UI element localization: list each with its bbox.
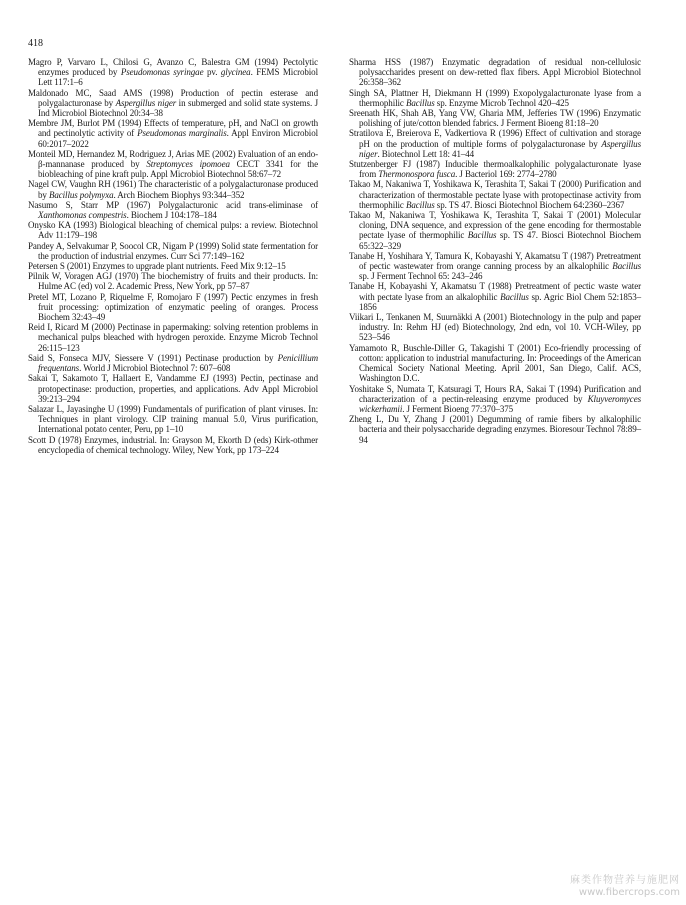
reference-text: Pretel MT, Lozano P, Riquelme F, Romojaro F (1997) Pectic enzymes in fresh fruit processing: optimization of enzymatic peeling of oranges. Process Biochem 32:43–49 [28,291,318,323]
reference-text: . J Bacteriol 169: 2774–2780 [455,169,557,180]
reference-species-name: Bacillus [500,291,529,302]
references-left-column [28,57,318,455]
reference-text: Magro P, Varvaro L, Chilosi G, Avanzo C, Balestra GM (1994) Pectolytic enzymes produced by [28,57,318,78]
reference-text: sp. Agric Biol Chem 52:1853–1856 [359,291,641,312]
reference-entry [349,88,641,108]
reference-entry [28,435,318,455]
reference-text: Yoshitake S, Numata T, Katsuragi T, Hours RA, Sakai T (1994) Purification and characterization of a pectin-releasing enzyme produced by [349,383,641,404]
reference-entry [349,251,641,282]
reference-species-name: glycinea [220,67,251,78]
reference-entry [28,373,318,404]
reference-entry [28,200,318,220]
watermark-url: www.fibercrops.com [578,887,680,898]
reference-entry [349,414,641,445]
reference-species-name: Penicillium frequentans [38,352,318,374]
reference-entry [28,271,318,291]
references-right-column [349,57,641,445]
reference-species-name: Streptomyces ipomoea [146,159,230,170]
reference-text: Pandey A, Selvakumar P, Soocol CR, Nigam P (1999) Solid state fermentation for the production of industrial enzymes. Curr Sci 77:149–162 [28,240,318,261]
reference-entry [349,384,641,415]
reference-entry [28,57,318,88]
reference-entry [349,179,641,210]
reference-text: Sharma HSS (1987) Enzymatic degradation of residual non-cellulosic polysaccharides present on dew-retted flax fibers. Appl Microbiol Biotechnol 26:358–362 [349,57,641,88]
reference-text: Scott D (1978) Enzymes, industrial. In: Grayson M, Ekorth D (eds) Kirk-othmer encyclopedia of chemical technology. Wiley, New York, pp 173–224 [28,434,318,455]
reference-text: Tanabe H, Yoshihara Y, Tamura K, Kobayashi Y, Akamatsu T (1987) Pretreatment of pectic wastewater from orange canning process by an alkalophilic [349,250,641,272]
reference-text: Salazar L, Jayasinghe U (1999) Fundamentals of purification of plant viruses. In: Techniques in plant virology. CIP training manual 5.0, Virus purification, International potato center, Peru, pp 1–10 [28,403,318,435]
reference-entry [349,128,641,159]
reference-species-name: Bacillus [612,261,641,272]
reference-text: Nagel CW, Vaughn RH (1961) The characteristic of a polygalacturonase produced by [28,179,318,200]
reference-entry [28,118,318,149]
watermark [570,875,680,899]
reference-species-name: Bacillus [405,97,435,108]
reference-text: sp. Enzyme Microb Technol 420–425 [434,97,569,108]
reference-species-name: Pseudomonas syringae [120,67,204,78]
reference-text: Pilnik W, Voragen AGJ (1970) The biochemistry of fruits and their products. In: Hulme AC (ed) vol 2. Academic Press, New York, pp 57–87 [28,271,318,292]
reference-text: Nasumo S, Starr MP (1967) Polygalacturonic acid trans-eliminase of [28,199,318,210]
watermark-site-name: 麻类作物营养与施肥网 [570,875,680,886]
reference-text: CECT 3341 for the biobleaching of pine kraft pulp. Appl Microbiol Biotechnol 58:67–72 [38,159,318,180]
reference-text: Maldonado MC, Saad AMS (1998) Production of pectin esterase and polygalacturonase by [28,87,318,108]
reference-species-name: Aspergillus niger [115,97,177,108]
reference-entry [28,261,318,271]
reference-text: Yamamoto R, Buschle-Diller G, Takagishi T (2001) Eco-friendly processing of cotton: application to industrial manufacturing. In: Proceedings of the American Chemical Society National Meeting. April 2001, San Diego, Calif. ACS, Washington D.C. [349,342,641,384]
reference-species-name: Bacillus [405,199,435,210]
reference-text: sp. J Ferment Technol 65: 243–246 [359,271,483,282]
reference-entry [28,322,318,353]
reference-text: . Biochem J 104:178–184 [126,210,217,221]
reference-text: Tanabe H, Kobayashi Y, Akamatsu T (1988) Pretreatment of pectic waste water with pectate lyase from an alkalophilic [349,281,641,302]
reference-text: Reid I, Ricard M (2000) Pectinase in papermaking: solving retention problems in mechanical pulps bleached with hydrogen peroxide. Enzyme Microb Technol 26:115–123 [28,322,318,353]
reference-text: sp. TS 47. Biosci Biotechnol Biochem 65:322–329 [359,230,641,251]
reference-entry [28,292,318,323]
reference-entry [349,343,641,384]
reference-text: Petersen S (2001) Enzymes to upgrade plant nutrients. Feed Mix 9:12–15 [28,261,286,272]
reference-text: Sreenath HK, Shah AB, Yang VW, Gharia MM, Jefferies TW (1996) Enzymatic polishing of jute/cotton blended fabrics. J Ferment Bioeng 81:18–20 [349,108,641,129]
reference-entry [349,57,641,88]
reference-text: Stutzenberger FJ (1987) Inducible thermoalkalophilic polygalacturonate lyase from [349,159,641,180]
reference-entry [349,108,641,128]
reference-entry [28,353,318,373]
reference-entry [28,404,318,435]
reference-entry [28,88,318,119]
reference-entry [349,159,641,179]
reference-species-name: Bacillus polymyxa [48,189,114,200]
reference-text: . World J Microbiol Biotechnol 7: 607–608 [79,363,231,374]
reference-species-name: Kluyveromyces wickerhamii [359,393,641,414]
reference-text: . FEMS Microbiol Lett 117:1–6 [38,67,318,88]
reference-entry [28,179,318,199]
reference-species-name: Pseudomonas marginalis [137,128,227,139]
reference-text: . Arch Biochem Biophys 93:344–352 [113,189,245,200]
reference-text: Zheng L, Du Y, Zhang J (2001) Degumming of ramie fibers by alkalophilic bacteria and their polysaccharide degrading enzymes. Bioresour Technol 78:89–94 [349,414,641,445]
reference-species-name: Aspergillus niger [359,138,641,159]
reference-species-name: Xanthomonas compestris [38,210,127,221]
reference-text: Stratilova E, Breierova E, Vadkertiova R (1996) Effect of cultivation and storage pH on the production of multiple forms of polygalacturonase by [349,128,641,149]
page-number: 418 [28,38,43,49]
reference-text: in submerged and solid state systems. J Ind Microbiol Biotechnol 20:34–38 [38,97,319,119]
reference-entry [28,241,318,261]
reference-text: Monteil MD, Hernandez M, Rodriguez J, Arias ME (2002) Evaluation of an endo-β-mannanase produced by [28,148,318,170]
reference-entry [349,281,641,312]
reference-entry [349,312,641,343]
reference-entry [28,149,318,180]
reference-text: Viikari L, Tenkanen M, Suurnäkki A (2001) Biotechnology in the pulp and paper industry. In: Rehm HJ (ed) Biotechnology, 2nd edn, vol 10. VCH-Wiley, pp 523–546 [349,312,641,343]
reference-text: Said S, Fonseca MJV, Siessere V (1991) Pectinase production by [28,352,278,363]
reference-text: Takao M, Nakaniwa T, Yoshikawa K, Terashita T, Sakai T (2001) Molecular cloning, DNA sequence, and expression of the gene encoding for thermostable pectate lyase of thermophilic [349,210,641,241]
reference-text: . Appl Environ Microbiol 60:2017–2022 [38,128,318,149]
reference-text: Takao M, Nakaniwa T, Yoshikawa K, Terashita T, Sakai T (2000) Purification and characterization of thermostable pectate lyase with protopectinase activity from thermophilic [349,179,641,210]
reference-text: . Biotechnol Lett 18: 41–44 [377,148,475,159]
reference-text: Sakai T, Sakamoto T, Hallaert E, Vandamme EJ (1993) Pectin, pectinase and protopectinase: production, properties, and applications. Adv Appl Microbiol 39:213–294 [28,373,318,404]
reference-text: sp. TS 47. Biosci Biotechnol Biochem 64:2360–2367 [434,199,625,210]
reference-text: . J Ferment Bioeng 77:370–375 [402,403,514,414]
reference-entry [349,210,641,251]
reference-species-name: Bacillus [467,230,497,241]
reference-text: Membre JM, Burlot PM (1994) Effects of temperature, pH, and NaCl on growth and pectinolytic activity of [28,118,318,139]
reference-text: Onysko KA (1993) Biological bleaching of chemical pulps: a review. Biotechnol Adv 11:179–198 [28,220,318,241]
reference-species-name: Thermonospora fusca [378,169,456,180]
reference-text: pv. [203,67,221,78]
reference-entry [28,220,318,240]
reference-text: Singh SA, Plattner H, Diekmann H (1999) Exopolygalacturonate lyase from a thermophilic [349,87,641,108]
